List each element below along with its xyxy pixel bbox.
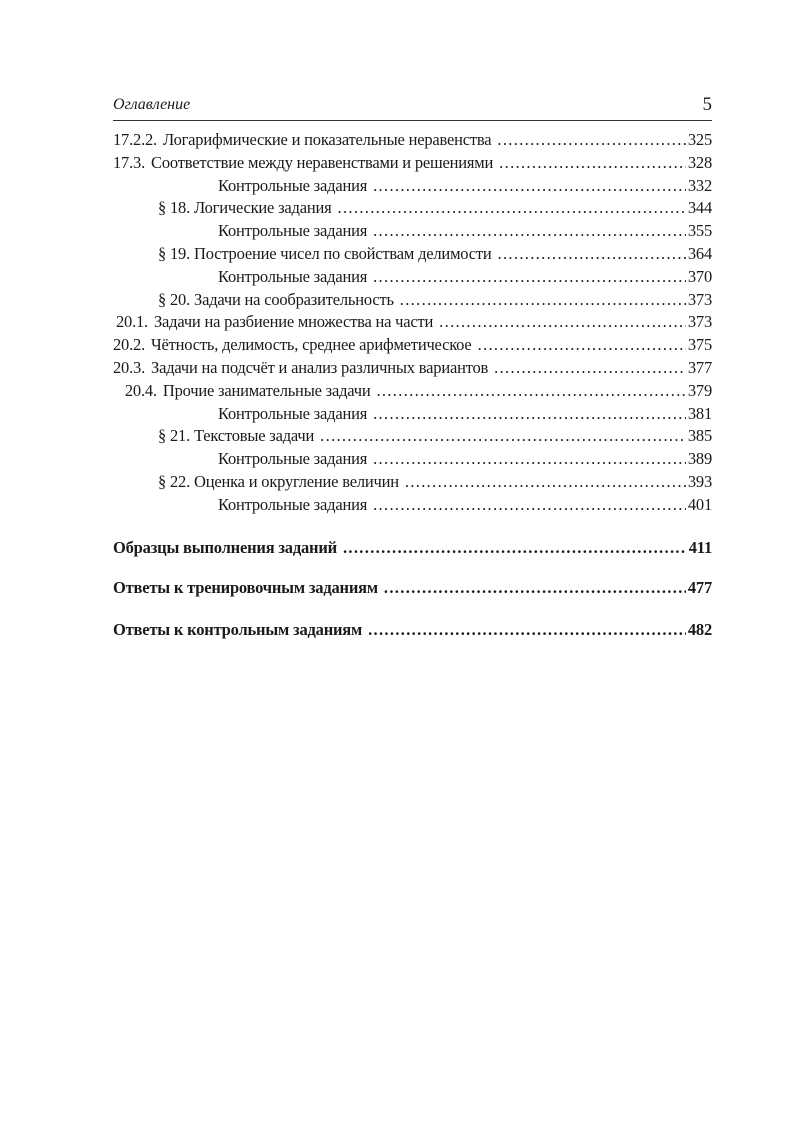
toc-main-entry-page: 482	[687, 620, 712, 639]
toc-entry-page: 344	[687, 198, 712, 218]
dot-leader	[338, 198, 686, 218]
dot-leader	[320, 426, 686, 446]
toc-entry-title: Логические задания	[194, 198, 332, 218]
dot-leader	[499, 153, 686, 173]
dot-leader	[405, 472, 686, 492]
toc-entry-page: 377	[687, 357, 712, 377]
toc-entry[interactable]	[113, 153, 712, 176]
toc-entry-number: § 19.	[158, 243, 191, 263]
dot-leader	[373, 267, 686, 287]
toc-entry[interactable]	[113, 198, 712, 221]
toc-entry[interactable]	[113, 130, 712, 153]
dot-leader	[376, 381, 685, 401]
toc-entry-title: Контрольные задания	[218, 403, 368, 423]
toc-entry-page: 373	[687, 312, 712, 332]
running-header-title: Оглавление	[113, 96, 191, 113]
toc-entry-page: 355	[687, 221, 712, 241]
toc-entry-page: 375	[687, 335, 712, 355]
toc-entry-page: 393	[687, 471, 712, 491]
dot-leader	[343, 538, 687, 558]
toc-entry-number: 20.1.	[115, 312, 148, 332]
dot-leader	[478, 335, 686, 355]
toc-entry-title: Контрольные задания	[218, 449, 368, 469]
toc-entry-title: Задачи на подсчёт и анализ различных вариантов	[151, 357, 489, 377]
toc-entry-page: 401	[687, 494, 712, 514]
toc-main-entry-page: 477	[687, 578, 712, 597]
toc-entry-page: 364	[687, 243, 712, 263]
toc-entry-number: 20.2.	[113, 335, 146, 355]
toc-entry-title: Построение чисел по свойствам делимости	[194, 243, 492, 263]
toc-entry-title: Текстовые задачи	[194, 426, 315, 446]
toc-entry[interactable]	[113, 176, 712, 199]
dot-leader	[373, 404, 686, 424]
toc-entry-page: 370	[687, 266, 712, 286]
toc-entry-number: § 22.	[158, 471, 191, 491]
running-header	[113, 94, 712, 121]
toc-entry[interactable]	[113, 267, 712, 290]
toc-entry-title: Соответствие между неравенствами и решениями	[151, 152, 494, 172]
toc-entry-title: Контрольные задания	[218, 175, 368, 195]
toc-entry-page: 385	[687, 426, 712, 446]
dot-leader	[400, 290, 686, 310]
toc-entry[interactable]	[113, 358, 712, 381]
toc-entry-number: 20.3.	[113, 357, 146, 377]
toc-entry[interactable]	[113, 495, 712, 518]
toc-entry[interactable]	[113, 221, 712, 244]
page-number: 5	[702, 94, 712, 115]
toc-entry-number: 17.2.2.	[113, 130, 157, 149]
toc-entry-page: 373	[687, 289, 712, 309]
toc-entry-number: § 21.	[158, 426, 191, 446]
toc-main-entry-title: Образцы выполнения заданий	[113, 538, 337, 557]
toc-entry-number: § 20.	[158, 289, 191, 309]
dot-leader	[384, 578, 686, 598]
toc-entry[interactable]	[113, 449, 712, 472]
toc-main-entry[interactable]	[113, 538, 712, 562]
toc-entry-title: Контрольные задания	[218, 266, 368, 286]
toc-entry-page: 379	[687, 380, 712, 400]
dot-leader	[373, 221, 686, 241]
toc-entry-number: 17.3.	[113, 152, 146, 172]
toc-entry-title: Оценка и округление величин	[194, 471, 399, 491]
dot-leader	[498, 244, 686, 264]
toc-entry[interactable]	[113, 335, 712, 358]
toc-main-entry-page: 411	[688, 538, 712, 557]
toc-main-entry-title: Ответы к тренировочным заданиям	[113, 578, 378, 597]
toc-entry-page: 381	[687, 403, 712, 423]
toc-entry[interactable]	[113, 312, 712, 335]
toc-entry[interactable]	[113, 244, 712, 267]
toc-main-entry[interactable]	[113, 578, 712, 602]
toc-entry-page: 325	[687, 130, 712, 149]
toc-entry-title: Задачи на сообразительность	[194, 289, 394, 309]
toc-entry-page: 389	[687, 449, 712, 469]
toc-main-entry-title: Ответы к контрольным заданиям	[113, 620, 363, 639]
toc-entry-page: 332	[687, 175, 712, 195]
toc-entry[interactable]	[113, 290, 712, 313]
toc-entry-page: 328	[687, 152, 712, 172]
toc-entry[interactable]	[113, 426, 712, 449]
toc-entry[interactable]	[113, 381, 712, 404]
toc-entry-number: 20.4.	[124, 380, 157, 400]
dot-leader	[439, 312, 686, 332]
dot-leader	[494, 358, 686, 378]
toc-entry-title: Контрольные задания	[218, 221, 368, 241]
toc-entry-title: Прочие занимательные задачи	[162, 380, 371, 400]
toc-entry-title: Логарифмические и показательные неравенства	[162, 130, 492, 149]
dot-leader	[373, 449, 686, 469]
table-of-contents	[113, 130, 712, 518]
dot-leader	[368, 620, 686, 640]
toc-entry-title: Чётность, делимость, среднее арифметическое	[151, 335, 472, 355]
dot-leader	[373, 495, 686, 515]
toc-entry-title: Задачи на разбиение множества на части	[153, 312, 434, 332]
dot-leader	[497, 130, 685, 150]
toc-entry[interactable]	[113, 404, 712, 427]
toc-entry-number: § 18.	[158, 198, 191, 218]
toc-main-entry[interactable]	[113, 620, 712, 644]
toc-entry-title: Контрольные задания	[218, 494, 368, 514]
dot-leader	[373, 176, 686, 196]
toc-entry[interactable]	[113, 472, 712, 495]
